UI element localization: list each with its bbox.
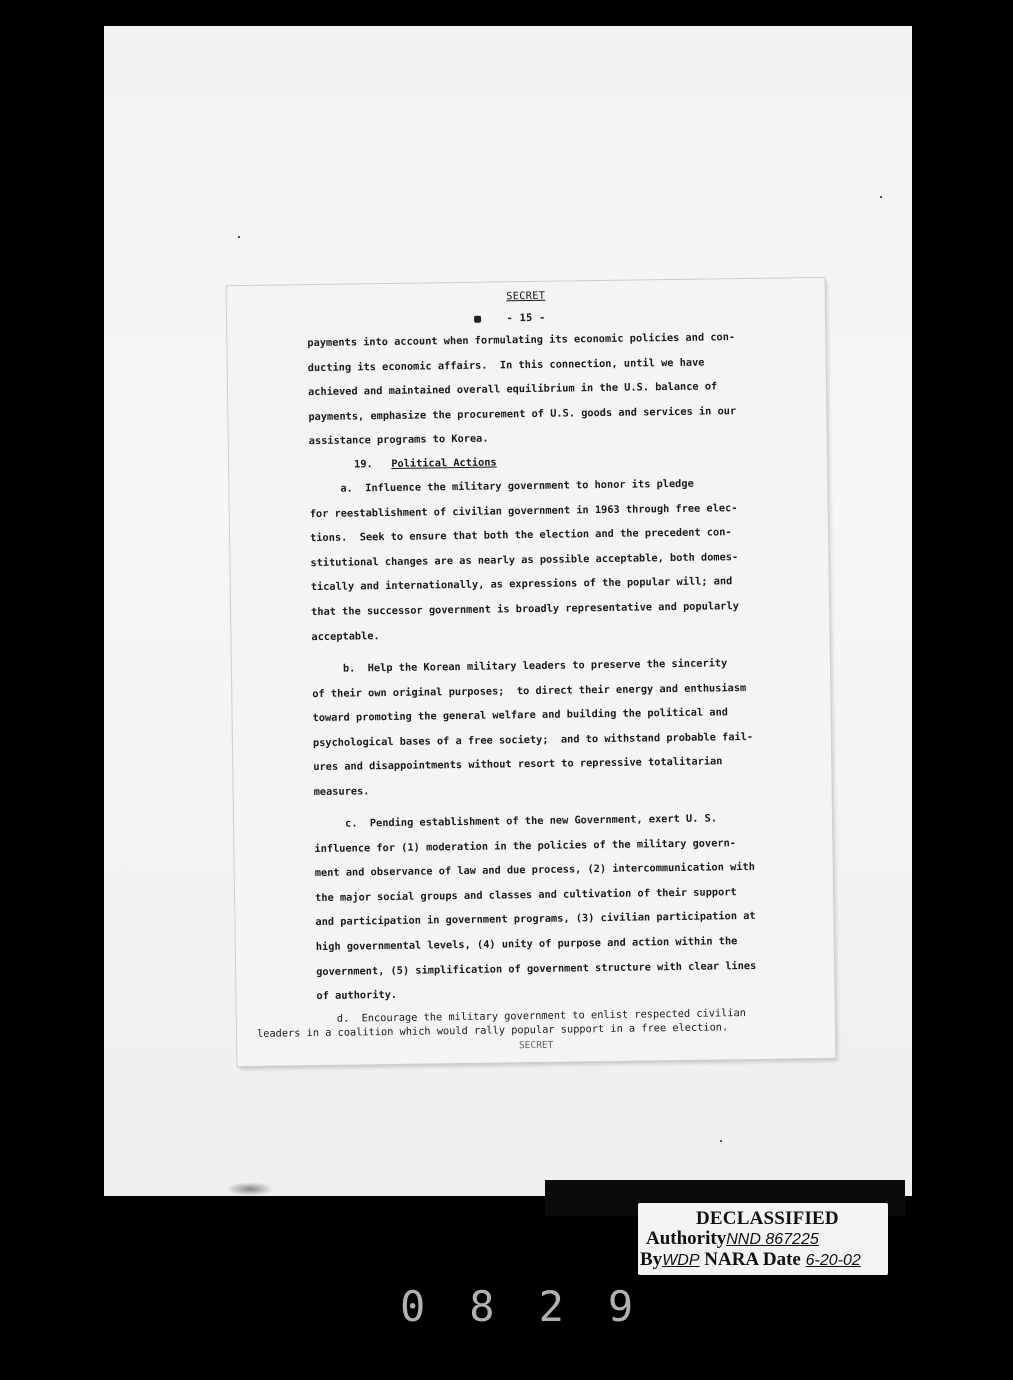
film-speck	[238, 236, 240, 238]
text-line: payments into account when formulating its economic policies and con-	[307, 331, 736, 350]
paragraph-c	[314, 805, 817, 1009]
text-line: ment and observance of law and due process, (2) intercommunication with	[314, 861, 755, 880]
page-number: - 15 -	[506, 311, 546, 325]
text-line: payments, emphasize the procurement of U.S. goods and services in our	[308, 404, 737, 423]
text-line: ducting its economic affairs. In this connection, until we have	[307, 356, 705, 374]
text-line: b. Help the Korean military leaders to preserve the sincerity	[311, 657, 728, 676]
text-line: d. Encourage the military government to enlist respected civilian	[336, 1007, 747, 1025]
authority-value: NND 867225	[726, 1231, 819, 1248]
text-line: stitutional changes are as nearly as possible acceptable, both domes-	[310, 550, 739, 569]
declassification-stamp	[638, 1203, 888, 1275]
ink-mark	[474, 316, 481, 323]
classification-footer: SECRET	[518, 1039, 554, 1052]
text-line: ures and disappointments without resort to repressive totalitarian	[313, 755, 723, 774]
stamp-authority-row	[646, 1228, 819, 1250]
paragraph-a	[309, 470, 811, 649]
text-line: toward promoting the general welfare and building the political and	[312, 706, 729, 725]
text-line: of their own original purposes; to direct their energy and enthusiasm	[312, 681, 747, 700]
text-line: c. Pending establishment of the new Government, exert U. S.	[314, 812, 718, 831]
section-number: 19.	[354, 458, 373, 471]
text-line: of authority.	[316, 989, 398, 1003]
authority-label: Authority	[646, 1228, 727, 1249]
text-line: that the successor government is broadly representative and popularly	[311, 600, 739, 619]
section-title: Political Actions	[391, 456, 497, 470]
text-line: the major social groups and classes and cultivation of their support	[315, 885, 737, 904]
stamp-title: DECLASSIFIED	[696, 1208, 839, 1229]
text-line: psychological bases of a free society; and to withstand probable fail-	[312, 730, 754, 749]
classification-header: SECRET	[506, 289, 546, 303]
nara-label: NARA Date	[704, 1249, 801, 1270]
text-line: achieved and maintained overall equilibrium in the U.S. balance of	[307, 380, 718, 399]
by-label: By	[640, 1249, 663, 1270]
text-line: leaders in a coalition which would rally popular support in a free election.	[256, 1021, 729, 1040]
text-line: a. Influence the military government to honor its pledge	[309, 477, 694, 496]
by-value: WDP	[662, 1252, 700, 1269]
film-speck	[720, 1140, 722, 1142]
stamp-by-row	[640, 1249, 861, 1271]
text-line: measures.	[313, 785, 370, 799]
date-value: 6-20-02	[805, 1252, 861, 1269]
section-heading	[354, 450, 497, 477]
paragraph-b	[312, 650, 814, 805]
text-line: and participation in government programs, (3) civilian participation at	[315, 910, 756, 929]
text-line: government, (5) simplification of government structure with clear lines	[316, 959, 757, 978]
film-speck	[880, 196, 882, 198]
opening-paragraph	[307, 324, 809, 454]
film-smudge	[226, 1182, 274, 1196]
text-line: for reestablishment of civilian government in 1963 through free elec-	[309, 501, 738, 520]
text-line: assistance programs to Korea.	[308, 432, 489, 448]
text-line: high governmental levels, (4) unity of purpose and action within the	[315, 935, 738, 954]
text-line: tions. Seek to ensure that both the election and the precedent con-	[310, 526, 732, 545]
text-line: influence for (1) moderation in the policies of the military govern-	[314, 836, 737, 855]
typed-document-page	[227, 278, 836, 1066]
text-line: acceptable.	[311, 629, 380, 643]
frame-number: 0829	[400, 1282, 678, 1331]
text-line: tically and internationally, as expressions of the popular will; and	[310, 575, 733, 594]
